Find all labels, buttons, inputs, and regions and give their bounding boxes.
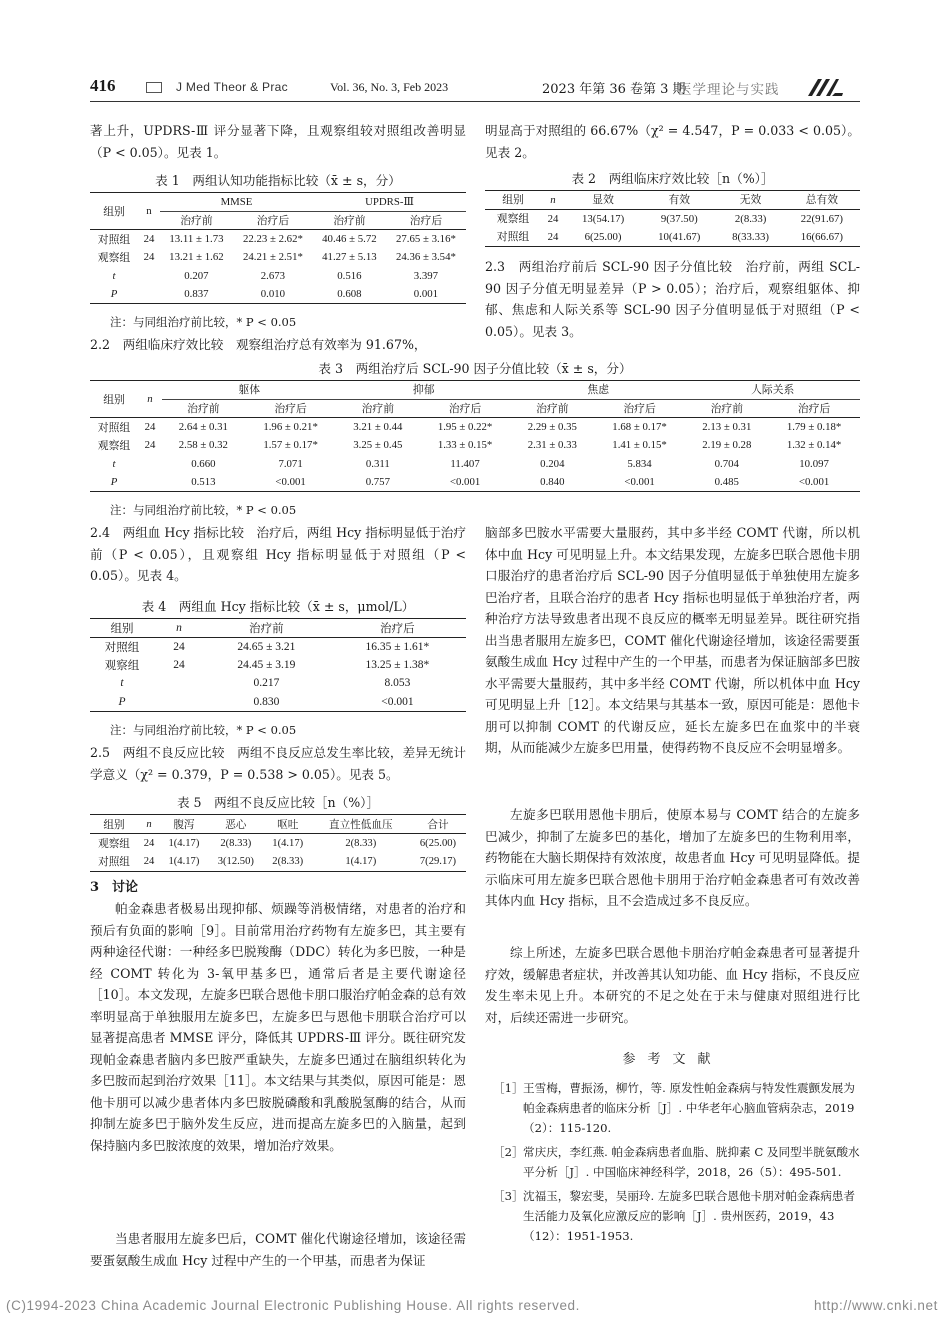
- table-row: [90, 656, 466, 675]
- t3-before: 治疗前: [710, 402, 743, 415]
- table-cell: 41.27 ± 5.13: [322, 251, 377, 264]
- table-cell: 3(12.50): [217, 856, 254, 868]
- t3-factor: 焦虑: [511, 381, 685, 400]
- table3-note: 注：与同组治疗前比较，* P < 0.05: [110, 503, 297, 517]
- copyright-text: (C)1994-2023 China Academic Journal Electronic Publishing House. All rights reserved.: [6, 1298, 581, 1313]
- table-cell: 0.840: [540, 476, 565, 488]
- t1-mmse-before: 治疗前: [180, 214, 213, 227]
- table-row: [90, 248, 466, 267]
- table-cell: 8(33.33): [732, 230, 770, 243]
- section-2-5: 2.5 两组不良反应比较 两组不良反应总发生率比较，差异无统计学意义（χ² = 0.379，P = 0.538 > 0.05）。见表 5。: [90, 745, 466, 782]
- t3-col-n: n: [138, 381, 162, 418]
- table-cell: [154, 693, 204, 712]
- discussion-paragraph-4: 左旋多巴联用恩他卡朋后，使原本易与 COMT 结合的左旋多巴减少，抑制了左旋多巴的基化，增加了左旋多巴的生物利用率，药物能在大脑长期保持有效浓度，故患者血 Hcy 可见明显降低。提示临床可用左旋多巴联合恩他卡朋用于治疗帕金森患者可有效改善其体内血 Hcy 指标，且不会造成过多不良反应。: [485, 807, 860, 908]
- table-cell: [154, 674, 204, 693]
- table-cell: P: [118, 695, 126, 708]
- table-cell: 1(4.17): [168, 856, 200, 868]
- reference-text: 常庆庆，李红燕. 帕金森病患者血脂、胱抑素 C 及同型半胱氨酸水平分析［J］. 中国临床神经科学，2018，26（5）：495-501.: [523, 1145, 860, 1179]
- table-cell: 3.21 ± 0.44: [353, 421, 403, 433]
- table-cell: 9(37.50): [660, 212, 698, 225]
- table-cell: [138, 285, 160, 304]
- discussion-paragraph-2: 当患者服用左旋多巴后，COMT 催化代谢途径增加，该途径需要蛋氨酸生成血 Hcy 过程中产生的一个甲基，而患者为保证: [90, 1231, 466, 1268]
- table-cell: 1.95 ± 0.22*: [437, 421, 493, 433]
- table-cell: 0.660: [191, 457, 216, 470]
- table-cell: 观察组: [97, 251, 131, 264]
- table-cell: 2(8.33): [220, 837, 252, 849]
- table-cell: 0.704: [714, 457, 739, 470]
- t4-header: n: [176, 621, 182, 634]
- table-cell: 13.25 ± 1.38*: [365, 658, 430, 671]
- t2-header: 无效: [739, 194, 762, 207]
- t5-header: 呕吐: [277, 819, 299, 831]
- t1-col-mmse: MMSE: [160, 193, 313, 212]
- t4-header: 组别: [110, 622, 134, 635]
- table-cell: 10(41.67): [658, 230, 701, 243]
- table-cell: 24: [143, 251, 155, 264]
- reference-number: ［1］: [493, 1081, 524, 1095]
- table-cell: t: [112, 269, 116, 282]
- footer: [6, 1298, 946, 1313]
- journal-logo-icon: [806, 76, 846, 98]
- table4: [90, 618, 466, 712]
- table-row: [90, 230, 466, 249]
- table-cell: 24: [547, 230, 559, 243]
- t3-factor: 躯体: [162, 381, 336, 400]
- table-cell: 0.837: [184, 288, 209, 300]
- page-number: 416: [90, 76, 116, 95]
- table-cell: 观察组: [98, 838, 130, 850]
- table-cell: 22(91.67): [800, 212, 844, 225]
- t5-header: 合计: [427, 819, 449, 831]
- table-cell: 对照组: [97, 233, 131, 246]
- table-cell: 0.204: [540, 457, 565, 470]
- table-cell: 24.65 ± 3.21: [237, 640, 296, 653]
- table-cell: 13(54.17): [581, 212, 625, 225]
- table-row: [90, 436, 860, 455]
- footer-link[interactable]: http://www.cnki.net: [814, 1298, 938, 1313]
- table-cell: 0.608: [337, 288, 362, 300]
- table-row: [90, 834, 466, 853]
- table-cell: 对照组: [98, 857, 130, 869]
- table-cell: 7.071: [278, 457, 303, 470]
- table-cell: 7(29.17): [419, 856, 457, 868]
- table-cell: 2.29 ± 0.35: [527, 421, 577, 433]
- table-row: [90, 267, 466, 286]
- table-cell: P: [110, 288, 118, 300]
- table-cell: 3.25 ± 0.45: [353, 439, 403, 452]
- t1-updrs-after: 治疗后: [409, 214, 443, 227]
- references-heading: 参考文献: [622, 1052, 723, 1067]
- table-cell: 1.79 ± 0.18*: [786, 421, 842, 433]
- table-cell: [138, 473, 162, 492]
- table-cell: 0.830: [253, 695, 280, 708]
- table-cell: 24: [173, 658, 185, 671]
- t3-factor: 抑郁: [336, 381, 510, 400]
- table-cell: 8.053: [384, 677, 411, 690]
- reference-text: 沈福玉，黎宏斐，吴丽玲. 左旋多巴联合恩他卡朋对帕金森病患者生活能力及氧化应激反应的影响［J］. 贵州医药，2019，43（12）：1951-1953.: [523, 1189, 855, 1243]
- table-cell: <0.001: [624, 476, 655, 488]
- table-cell: 1.96 ± 0.21*: [263, 421, 318, 433]
- t3-col-group: 组别: [90, 381, 138, 418]
- reference-item: [493, 1078, 860, 1138]
- table-cell: 6(25.00): [584, 230, 622, 243]
- header-box-icon: [146, 82, 162, 93]
- table-cell: 0.217: [253, 677, 280, 690]
- t1-col-updrs: UPDRS-Ⅲ: [313, 193, 466, 212]
- intro-paragraph: 著上升，UPDRS-Ⅲ 评分显著下降，且观察组较对照组改善明显（P < 0.05）。见表 1。: [90, 123, 466, 160]
- table1: [90, 192, 466, 304]
- table-cell: 24: [144, 421, 156, 433]
- t3-after: 治疗后: [448, 402, 482, 415]
- table-cell: 13.21 ± 1.62: [169, 251, 224, 264]
- t2-header: n: [550, 193, 556, 206]
- section-2-4: 2.4 两组血 Hcy 指标比较 治疗后，两组 Hcy 指标明显低于治疗前（P < 0.05），且观察组 Hcy 指标明显低于对照组（P < 0.05）。见表 4。: [90, 525, 466, 583]
- table-cell: 24: [144, 439, 156, 452]
- table-cell: 对照组: [496, 231, 530, 243]
- table-cell: 0.485: [714, 476, 739, 488]
- t3-after: 治疗后: [623, 402, 656, 415]
- table-cell: 2.19 ± 0.28: [702, 439, 752, 452]
- table4-title: 表 4 两组血 Hcy 指标比较（x̄ ± s，μmol/L）: [141, 599, 415, 614]
- right-top-paragraph: 明显高于对照组的 66.67%（χ² = 4.547，P = 0.033 < 0.05）。见表 2。: [485, 123, 860, 160]
- t3-factor: 人际关系: [685, 381, 860, 400]
- table-cell: 观察组: [496, 213, 530, 225]
- table-row: [90, 853, 466, 872]
- t5-header: 组别: [103, 819, 125, 831]
- table3: [90, 380, 860, 492]
- table-row: [90, 674, 466, 693]
- table-cell: 1(4.17): [345, 856, 377, 868]
- discussion-paragraph-3: 脑部多巴胺水平需要大量服药，其中多半经 COMT 代谢，所以机体中血 Hcy 可见明显上升。本文结果发现，左旋多巴联合恩他卡朋口服治疗的患者治疗后 SCL-90 因子分值明显低于单独使用左旋多巴治疗者，且联合治疗的患者 Hcy 指标也明显低于单独治疗者，两种治疗方法导致患者出现不良反应的概率无明显差异。既往研究指出当患者服用左旋多巴，COMT 催化代谢途径增加，该途径需要蛋氨酸生成血 Hcy 过程中产生的一个甲基，而患者为保证脑部多巴胺水平需要大量服药，其中多半经 COMT 代谢，所以机体中血 Hcy 可见明显上升［12］。本文结果与其基本一致，原因可能是：恩他卡朋可以抑制 COMT 的代谢反应，延长左旋多巴在血浆中的半衰期，从而能减少左旋多巴用量，使得药物不良反应不会明显增多。: [485, 525, 860, 755]
- table-cell: 24: [143, 233, 155, 245]
- table-cell: <0.001: [449, 476, 481, 488]
- discussion-paragraph-1: 帕金森患者极易出现抑郁、烦躁等消极情绪，对患者的治疗和预后有负面的影响［9］。目前常用治疗药物有左旋多巴，其主要有两种途径代谢：一种经多巴脱羧酶（DDC）转化为多巴胺，一种是经 COMT 转化为 3-氧甲基多巴，通常后者是主要代谢途径［10］。本文发现，左旋多巴联合恩他卡朋口服治疗帕金森的总有效率明显高于单独服用左旋多巴，左旋多巴与恩他卡朋联合治疗可以显著提高患者 MMSE 评分，降低其 UPDRS-Ⅲ 评分。既往研究发现帕金森患者脑内多巴胺严重缺失，左旋多巴通过在脑组织转化为多巴胺而起到治疗效果［11］。本文结果与其类似，原因可能是：恩他卡朋可以减少患者体内多巴胺脱磷酸和乳酸脱氢酶的结合，从而抑制左旋多巴于脑外发生反应，进而提高左旋多巴的入脑量，起到保持脑内多巴胺浓度的效果，增加治疗效果。: [90, 901, 466, 1153]
- table-cell: 2.13 ± 0.31: [702, 421, 752, 433]
- table-cell: 0.516: [337, 269, 362, 282]
- t2-header: 总有效: [805, 194, 839, 207]
- table-cell: 0.311: [365, 457, 390, 470]
- t5-header: 恶心: [225, 819, 247, 831]
- table-cell: 1(4.17): [272, 837, 304, 849]
- table-cell: 16(66.67): [800, 230, 844, 243]
- table-cell: 5.834: [627, 457, 652, 470]
- t1-col-group: 组别: [90, 193, 138, 230]
- table-cell: 24: [143, 837, 155, 849]
- table-row: [90, 285, 466, 304]
- table-cell: 24.21 ± 2.51*: [242, 251, 303, 264]
- table-cell: 24: [173, 640, 185, 653]
- table-cell: [138, 455, 162, 474]
- discussion-paragraph-5: 综上所述，左旋多巴联合恩他卡朋治疗帕金森患者可显著提升疗效，缓解患者症状，并改善其认知功能、血 Hcy 指标，不良反应发生率未见上升。本研究的不足之处在于未与健康对照组进行比对，后续还需进一步研究。: [485, 945, 860, 1025]
- table-cell: 3.397: [413, 269, 439, 282]
- table-cell: 24.45 ± 3.19: [237, 658, 296, 671]
- table-cell: 6(25.00): [419, 837, 457, 849]
- table-row: [485, 228, 860, 247]
- table-cell: t: [112, 457, 116, 470]
- table-cell: 0.001: [413, 288, 439, 300]
- table-cell: 0.207: [184, 269, 209, 282]
- reference-number: ［3］: [493, 1189, 524, 1203]
- table1-note: 注：与同组治疗前比较，* P < 0.05: [110, 315, 297, 329]
- table-cell: <0.001: [798, 476, 830, 488]
- section-3-heading: 3 讨论: [90, 880, 139, 895]
- reference-number: ［2］: [493, 1145, 524, 1159]
- table-cell: 1.41 ± 0.15*: [612, 439, 667, 452]
- table-cell: 27.65 ± 3.16*: [395, 233, 456, 245]
- table-cell: 16.35 ± 1.61*: [365, 640, 430, 653]
- t3-after: 治疗后: [797, 402, 831, 415]
- reference-text: 王雪梅，曹振汤，柳竹，等. 原发性帕金森病与特发性震颤发展为帕金森病患者的临床分析［J］. 中华老年心脑血管病杂志，2019（2）：115-120.: [523, 1081, 855, 1135]
- t3-before: 治疗前: [361, 402, 395, 415]
- table-cell: <0.001: [275, 476, 306, 488]
- table-cell: 对照组: [97, 421, 131, 434]
- table2-title: 表 2 两组临床疗效比较［n（%）］: [571, 171, 774, 186]
- t1-updrs-before: 治疗前: [333, 214, 366, 227]
- t2-header: 有效: [668, 194, 691, 207]
- table-cell: P: [110, 476, 118, 488]
- table-cell: 24: [547, 212, 559, 225]
- volume-info: Vol. 36, No. 3, Feb 2023: [330, 80, 449, 94]
- table-cell: 1.32 ± 0.14*: [786, 439, 842, 452]
- table-cell: 1(4.17): [168, 837, 200, 849]
- table-cell: 1.33 ± 0.15*: [437, 439, 493, 452]
- table-cell: 10.097: [799, 457, 829, 470]
- page-header: [90, 74, 860, 102]
- table-cell: 2.31 ± 0.33: [527, 439, 577, 452]
- t3-after: 治疗后: [274, 402, 307, 415]
- table-row: [90, 637, 466, 656]
- table2: [485, 190, 860, 247]
- table4-note: 注：与同组治疗前比较，* P < 0.05: [110, 723, 297, 737]
- table-cell: 对照组: [104, 641, 140, 654]
- t4-header: 治疗后: [380, 622, 415, 635]
- table-cell: 0.513: [191, 476, 216, 488]
- table-cell: 2(8.33): [272, 856, 304, 868]
- table-cell: 40.46 ± 5.72: [322, 233, 377, 245]
- t1-mmse-after: 治疗后: [256, 214, 290, 227]
- issue-info-cn: 2023 年第 36 卷第 3 期: [542, 82, 686, 97]
- table-cell: 2.673: [260, 269, 286, 282]
- t3-before: 治疗前: [187, 402, 220, 415]
- table-row: [90, 693, 466, 712]
- t5-header: 直立性低血压: [329, 819, 393, 831]
- journal-name-cn: 医学理论与实践: [678, 82, 780, 98]
- table-cell: 13.11 ± 1.73: [169, 233, 224, 245]
- table-row: [90, 455, 860, 474]
- t2-header: 组别: [502, 194, 524, 207]
- reference-item: [493, 1142, 860, 1182]
- t3-before: 治疗前: [536, 402, 569, 415]
- t5-header: n: [146, 818, 152, 830]
- t1-col-n: n: [138, 193, 160, 230]
- table-cell: [138, 267, 160, 286]
- t2-header: 显效: [592, 194, 614, 207]
- table-cell: 2.58 ± 0.32: [178, 439, 228, 452]
- table-row: [90, 418, 860, 437]
- table5: [90, 814, 466, 872]
- table-cell: 22.23 ± 2.62*: [242, 233, 303, 245]
- section-2-2: 2.2 两组临床疗效比较 观察组治疗总有效率为 91.67%，: [90, 337, 427, 352]
- table5-title: 表 5 两组不良反应比较［n（%）］: [176, 795, 380, 810]
- table3-title: 表 3 两组治疗后 SCL-90 因子分值比较（x̄ ± s，分）: [318, 361, 632, 376]
- table-row: [485, 209, 860, 228]
- table-cell: 2(8.33): [345, 837, 377, 849]
- header-rule: [90, 101, 860, 102]
- t4-header: 治疗前: [249, 622, 284, 635]
- table-cell: 1.68 ± 0.17*: [612, 421, 667, 433]
- table-cell: 2.64 ± 0.31: [178, 421, 228, 433]
- table-cell: 观察组: [104, 659, 140, 672]
- table-cell: <0.001: [381, 695, 414, 708]
- table-row: [90, 473, 860, 492]
- table-cell: t: [120, 677, 124, 690]
- journal-name-en: J Med Theor & Prac: [176, 80, 288, 94]
- table-cell: 24.36 ± 3.54*: [395, 251, 456, 264]
- table-cell: 2(8.33): [734, 212, 767, 225]
- table1-title: 表 1 两组认知功能指标比较（x̄ ± s，分）: [155, 173, 401, 188]
- table-cell: 11.407: [450, 457, 480, 470]
- reference-item: [493, 1186, 860, 1246]
- table-cell: 0.010: [260, 288, 286, 300]
- table-cell: 1.57 ± 0.17*: [263, 439, 318, 452]
- table-cell: 24: [143, 856, 155, 868]
- section-2-3: 2.3 两组治疗前后 SCL-90 因子分值比较 治疗前，两组 SCL-90 因子分值无明显差异（P > 0.05）；治疗后，观察组躯体、抑郁、焦虑和人际关系等 SCL-90 因子分值明显低于对照组（P < 0.05）。见表 3。: [485, 259, 860, 339]
- table-cell: 0.757: [365, 476, 390, 488]
- t5-header: 腹泻: [173, 819, 195, 831]
- table-cell: 观察组: [97, 439, 131, 452]
